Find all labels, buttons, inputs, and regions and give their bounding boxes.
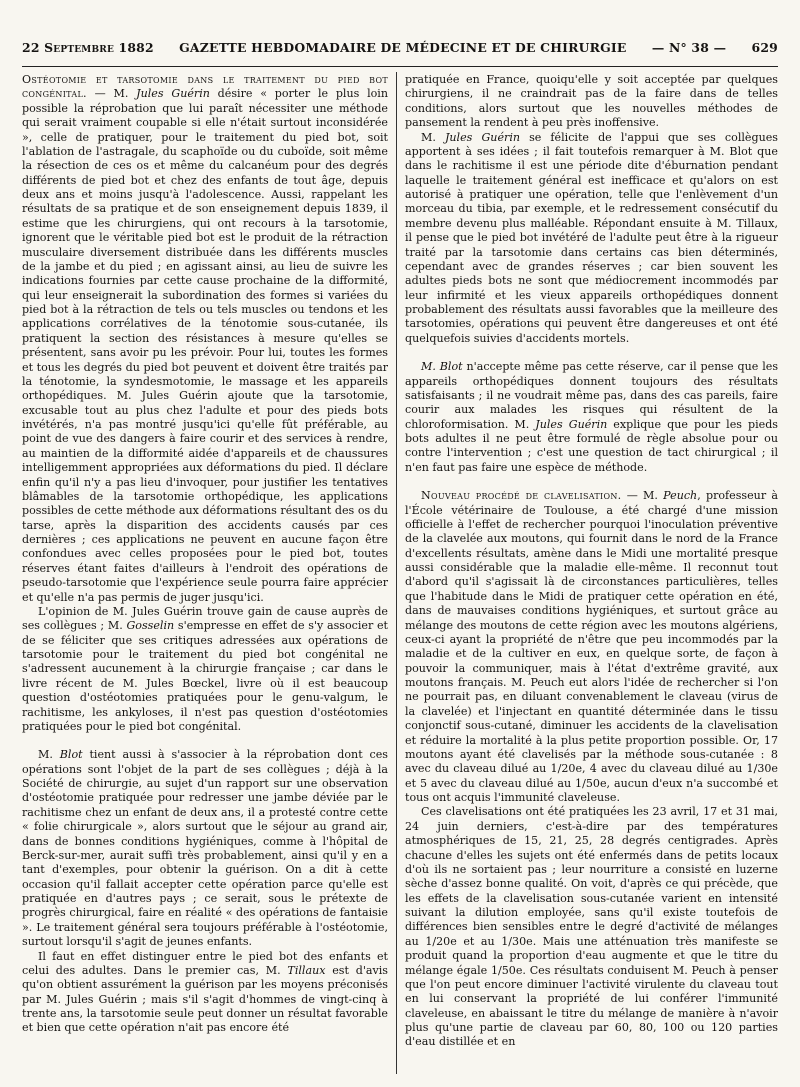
running-header — [22, 40, 778, 58]
person-name: Jules Guérin — [136, 87, 210, 101]
right-column — [405, 73, 778, 1073]
text-run: explique que pour les pieds bots adultes il ne peut être formulé de règle absolue pour ou contre l'intervention ; c'est une question de tact chirurgical ; il n'en faut pas faire une espèce de méthode. — [405, 417, 778, 474]
text-run: tient aussi à s'associer à la réprobation dont ces opérations sont l'objet de la part de ses collègues ; déjà à la Société de chirurgie, au sujet d'un rapport sur une observation d'ostéotomie pratiquée pour redresser une jambe déviée par le rachitisme chez un enfant de deux ans, il a protesté contre cette « folie chirurgicale », alors surtout que le séjour au grand air, dans de bonnes conditions hygiéniques, comme à l'hôpital de Berck-sur-mer, aurait suffi très probablement, ainsi qu'il y en a tant d'exemples, pour obtenir la guérison. On a dit à cette occasion qu'il fallait accepter cette opération parce qu'elle est pratiquée en d'autres pays ; ce serait, sous le prétexte de progrès chirurgical, faire en réalité « des opérations de fantaisie ». Le traitement général sera toujours préférable à l'ostéotomie, surtout lorsqu'il s'agit de jeunes enfants. — [22, 748, 388, 949]
person-name: Blot — [59, 748, 83, 762]
section-heading: Ostéotomie et tarsotomie dans le traitement du pied bot congénital. — [22, 73, 388, 101]
text-run: , professeur à l'École vétérinaire de Toulouse, a été chargé d'une mission officielle à l'effet de rechercher pourquoi l'inoculation préventive de la clavelée aux moutons, qui fournit dans le nord de la France d'excellents résultats, amène dans le Midi une mortalité presque aussi considérable que la maladie elle-même. Il reconnut tout d'abord qu'il s'agissait là de circonstances particulières, telles que l'habitude dans le Midi de pratiquer cette opération en été, dans de mauvaises conditions hygiéniques, et surtout grâce au mélange des moutons de cette région avec les moutons algériens, ceux-ci ayant la propriété de n'être que peu incommodés par la maladie et de la cultiver en eux, en quelque sorte, de façon à pouvoir la communiquer, mais à l'état d'extrême gravité, aux moutons français. M. Peuch eut alors l'idée de rechercher si l'on ne pourrait pas, en diluant convenablement le claveau (virus de la clavelée) et l'injectant en quantité déterminée dans le tissu conjonctif sous-cutané, diminuer les accidents de la clavelisation et réduire la mortalité à la plus petite proportion possible. Or, 17 moutons ayant été clavelisés par la méthode sous-cutanée : 8 avec du claveau dilué au 1/20e, 4 avec du claveau dilué au 1/30e et 5 avec du claveau dilué au 1/50e, aucun d'eux n'a succombé et tous ont acquis l'immunité claveleuse. — [405, 489, 778, 804]
person-name: M. Blot — [421, 360, 463, 374]
journal-title: GAZETTE HEBDOMADAIRE DE MÉDECINE ET DE CHIRURGIE — [179, 40, 627, 55]
section-heading: Nouveau procédé de clavelisation. — [421, 489, 622, 503]
person-name: Peuch — [663, 489, 698, 503]
person-name: Jules Guérin — [535, 417, 608, 431]
text-run: L'opinion de M. Jules Guérin trouve gain de cause auprès de ses collègues ; M. — [22, 604, 388, 633]
text-run: n'accepte même pas cette réserve, car il pense que les appareils orthopédiques donnent toujours des résultats satisfaisants ; il ne voudrait même pas, dans des cas pareils, faire courir aux malades les risques qui résultent de la chloroformisation. M. — [405, 360, 778, 431]
header-rule — [22, 66, 778, 67]
person-name: Tillaux — [287, 963, 326, 977]
issue-date: 22 Septembre 1882 — [22, 40, 154, 55]
paragraph — [405, 489, 778, 805]
paragraph — [22, 950, 388, 1036]
person-name: Jules Guérin — [444, 130, 521, 144]
paragraph — [22, 605, 388, 734]
text-run: est d'avis qu'on obtient assurément la guérison par les moyens préconisés par M. Jules Guérin ; mais s'il s'agit d'hommes de vingt-cinq à trente ans, la tarsotomie seule peut donner un résultat favorable et bien que cette opération n'ait pas encore été — [22, 963, 388, 1035]
text-run: se félicite de l'appui que ses collègues apportent à ses idées ; il fait toutefois remarquer à M. Blot que dans le rachitisme il est une période dite d'éburnation pendant laquelle le traitement général est inefficace et qu'alors on est autorisé à pratiquer une opération, telle que l'enlèvement d'un morceau du tibia, par exemple, et le redressement consécutif du membre devenu plus malléable. Répondant ensuite à M. Tillaux, il pense que le pied bot invétéré de l'adulte peut être à la rigueur traité par la tarsotomie dans certains cas bien déterminés, cependant avec de grandes réserves ; car bien souvent les adultes pieds bots ne sont que médiocrement incommodés par leur infirmité et les vieux appareils orthopédiques donnent probablement des résultats aussi favorables que la meilleure des tarsotomies, opérations qui peuvent être dangereuses et ont été quelquefois suivies d'accidents mortels. — [405, 130, 778, 345]
text-run: s'empresse en effet de s'y associer et de se féliciter que ses critiques adressées aux opérations de tarsotomie pour le traitement du pied bot congénital ne s'adressent aucunement à la chirurgie française ; car dans le livre récent de M. Jules Bœckel, livre où il est beaucoup question d'ostéotomies pratiquées pour le genu-valgum, le rachitisme, les ankyloses, il n'est pas question d'ostéotomies pratiquées pour le pied bot congénital. — [22, 619, 388, 733]
issue-number: — N° 38 — — [651, 40, 727, 55]
text-run: désire « porter le plus loin possible la réprobation que lui paraît nécessiter une méthode qui serait vraiment coupable si elle n'était surtout inconsidérée », celle de pratiquer, pour le traitement du pied bot, soit l'ablation de l'astragale, du scaphoïde ou du cuboïde, soit même la résection de ces os et même du calcanéum pour des degrés différents de pied bot et chez des enfants de tout âge, depuis deux ans et moins jusqu'à l'adolescence. Aussi, rappelant les résultats de sa pratique et de son enseignement depuis 1839, il estime que les chirurgiens, qui ont recours à la tarsotomie, ignorent que le véritable pied bot est le produit de la rétraction musculaire diversement distribuée dans les différents muscles de la jambe et du pied ; en agissant ainsi, au lieu de suivre les indications fournies par cette cause prochaine de la difformité, qui leur enseignerait la subordination des formes si variées du pied bot à la rétraction de tels ou tels muscles ou tendons et les applications corrélatives de la ténotomie sous-cutanée, ils pratiquent la section des résistances à mesure qu'elles se présentent, sans avoir pu les prévoir. Pour lui, toutes les formes et tous les degrés du pied bot peuvent et doivent être traités par la ténotomie, la syndesmotomie, le massage et les appareils orthopédiques. M. Jules Guérin ajoute que la tarsotomie, excusable tout au plus chez l'adulte et pour des pieds bots invétérés, n'a pas montré jusqu'ici qu'elle fût préférable, au point de vue des dangers à faire courir et des services à rendre, au maintien de la difformité aidée d'appareils et de chaussures intelligemment appropriées aux déformations du pied. Il déclare enfin qu'il n'y a pas lieu d'invoquer, pour justifier les tentatives blâmables de la tarsotomie orthopédique, les applications possibles de cette méthode aux déformations résultant des os du tarse, après la disparition des accidents causés par ces dernières ; ces applications ne peuvent en aucune façon être confondues avec celles proposées pour le pied bot, toutes réserves étant faites d'ailleurs à l'endroit des opérations de pseudo-tarsotomie que l'expérience seule pourra faire apprécier et qu'elle n'a pas permis de juger jusqu'ici. — [22, 87, 388, 604]
text-run: Il faut en effet distinguer entre le pied bot des enfants et celui des adultes. Dans le premier cas, M. — [22, 949, 388, 977]
paragraph — [22, 748, 388, 949]
paragraph — [405, 131, 778, 347]
paragraph — [22, 73, 388, 605]
text-run: — M. — [621, 489, 664, 503]
paragraph: Ces clavelisations ont été pratiquées les 23 avril, 17 et 31 mai, 24 juin derniers, c'est-à-dire par des températures atmosphériques de 15, 21, 25, 28 degrés centigrades. Après chacune d'elles les sujets ont été enfermés dans de petits locaux d'où ils ne sortaient pas ; leur nourriture a consisté en luzerne sèche d'assez bonne qualité. On voit, d'après ce qui précède, que les effets de la clavelisation sous-cutanée varient en intensité suivant la dilution employée, sans qu'il existe toutefois de différences bien sensibles entre le degré d'activité de mélanges au 1/20e et au 1/30e. Mais une atténuation très manifeste se produit quand la proportion d'eau augmente et que le titre du mélange égale 1/50e. Ces résultats conduisent M. Peuch à penser que l'on peut encore diminuer l'activité virulente du claveau tout en lui conservant la propriété de lui conférer l'immunité claveleuse, en abaissant le titre du mélange de manière à n'avoir plus qu'une partie de claveau par 60, 80, 100 ou 120 parties d'eau distillée et en — [405, 805, 778, 1049]
left-column — [22, 73, 388, 1073]
page-number: 629 — [751, 40, 778, 55]
text-run: M. — [421, 130, 445, 144]
paragraph — [405, 360, 778, 475]
column-divider — [396, 72, 397, 1074]
person-name: Gosselin — [126, 619, 175, 633]
text-run: M. — [38, 748, 60, 762]
paragraph: pratiquée en France, quoiqu'elle y soit acceptée par quelques chirurgiens, il ne craindrait pas de la faire dans de telles conditions, alors surtout que les nouvelles méthodes de pansement la rendent à peu près inoffensive. — [405, 73, 778, 130]
text-run: — M. — [86, 87, 137, 101]
